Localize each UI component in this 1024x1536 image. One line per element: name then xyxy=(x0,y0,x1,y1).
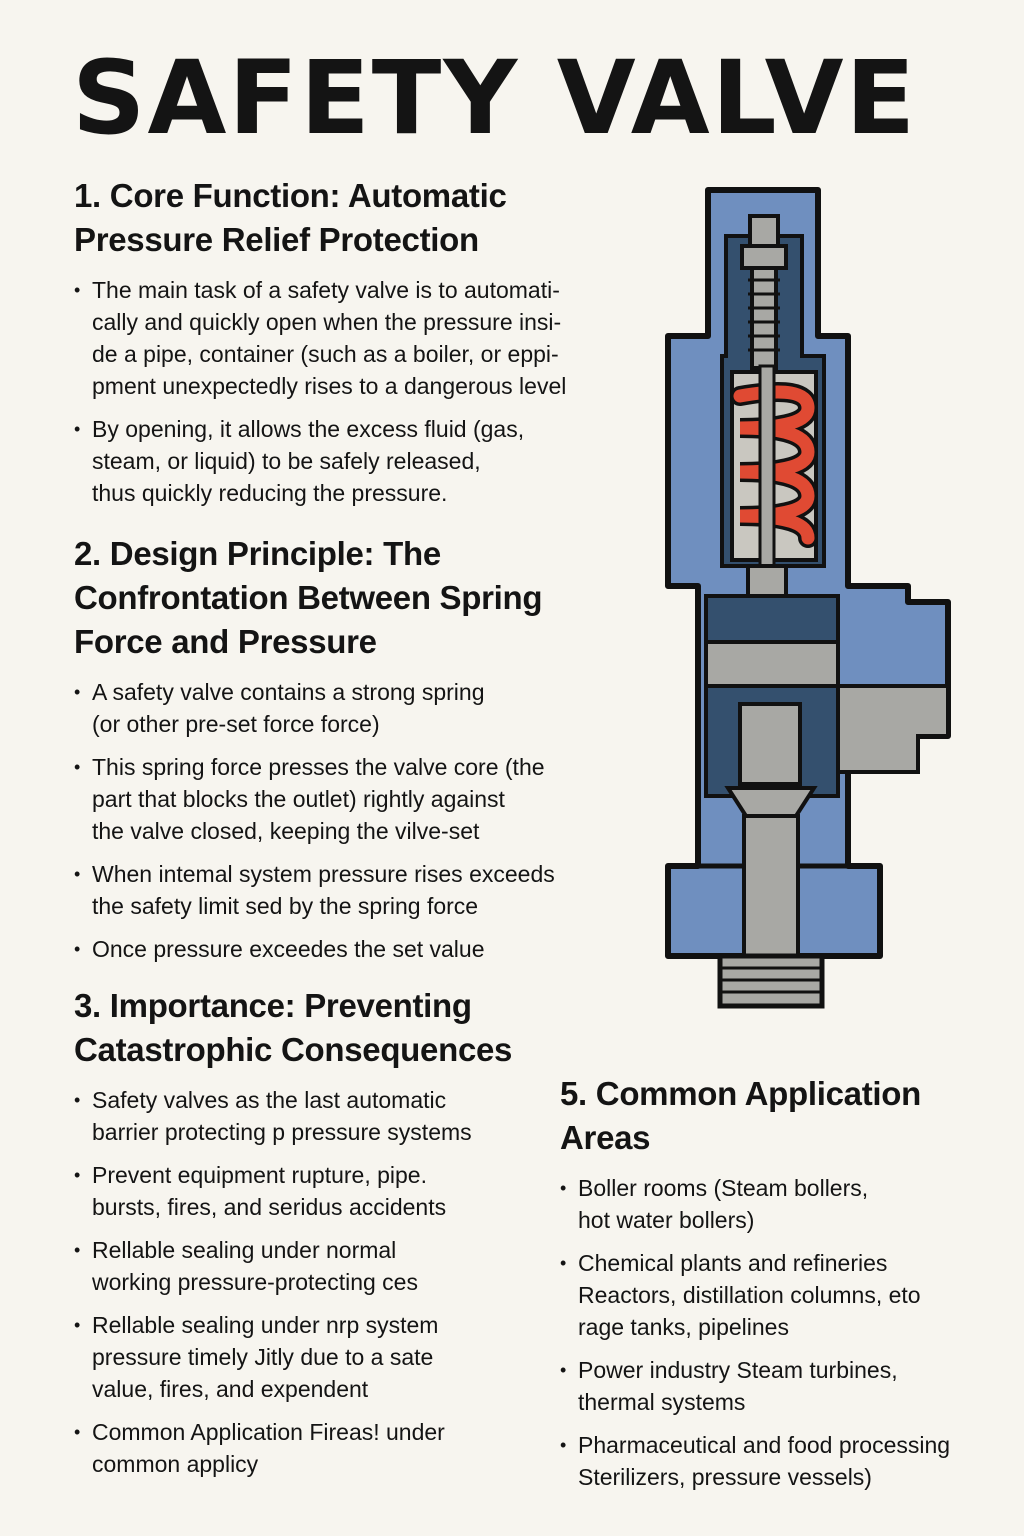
bullet-list xyxy=(74,1084,544,1480)
section-heading: 1. Core Function: Automatic Pressure Relief Protection xyxy=(74,177,507,258)
list-item: • This spring force presses the valve core (the part that blocks the outlet) rightly against the valve closed, keeping the vilve-set xyxy=(74,751,594,847)
section-application-areas xyxy=(560,1072,990,1504)
page-title: SAFETY VALVE xyxy=(72,39,918,158)
list-item: • By opening, it allows the excess fluid (gas, steam, or liquid) to be safely released, thus quickly reducing the pressure. xyxy=(74,413,634,509)
section-core-function xyxy=(74,174,634,520)
list-item: • Boller rooms (Steam bollers, hot water bollers) xyxy=(560,1172,990,1236)
section-importance xyxy=(74,984,544,1491)
list-item: • Pharmaceutical and food processing Sterilizers, pressure vessels) xyxy=(560,1429,990,1493)
list-item: • Safety valves as the last automatic barrier protecting p pressure systems xyxy=(74,1084,544,1148)
list-item: • Rellable sealing under normal working pressure-protecting ces xyxy=(74,1234,544,1298)
list-item: • Common Application Fireas! under common applicy xyxy=(74,1416,544,1480)
safety-valve-cutaway-icon xyxy=(648,176,978,1036)
bullet-list xyxy=(74,676,594,965)
list-item: • Chemical plants and refineries Reactors, distillation columns, eto rage tanks, pipelines xyxy=(560,1247,990,1343)
list-item: • When intemal system pressure rises exceeds the safety limit sed by the spring force xyxy=(74,858,594,922)
section-heading: 2. Design Principle: The Confrontation Between Spring Force and Pressure xyxy=(74,535,543,660)
list-item: • A safety valve contains a strong spring (or other pre-set force force) xyxy=(74,676,594,740)
list-item: • Power industry Steam turbines, thermal systems xyxy=(560,1354,990,1418)
section-heading: 5. Common Application Areas xyxy=(560,1075,921,1156)
list-item: • Rellable sealing under nrp system pressure timely Jitly due to a sate value, fires, and expendent xyxy=(74,1309,544,1405)
list-item: • The main task of a safety valve is to automati- cally and quickly open when the pressure insi- de a pipe, container (such as a boiler, or eppi- pment unexpectedly rises to a dangerous level xyxy=(74,274,634,402)
bullet-list xyxy=(74,274,634,509)
section-heading: 3. Importance: Preventing Catastrophic Consequences xyxy=(74,987,513,1068)
section-design-principle xyxy=(74,532,594,976)
list-item: • Prevent equipment rupture, pipe. bursts, fires, and seridus accidents xyxy=(74,1159,544,1223)
valve-body-shape xyxy=(668,190,948,956)
bullet-list xyxy=(560,1172,990,1493)
list-item: • Once pressure exceedes the set value xyxy=(74,933,594,965)
